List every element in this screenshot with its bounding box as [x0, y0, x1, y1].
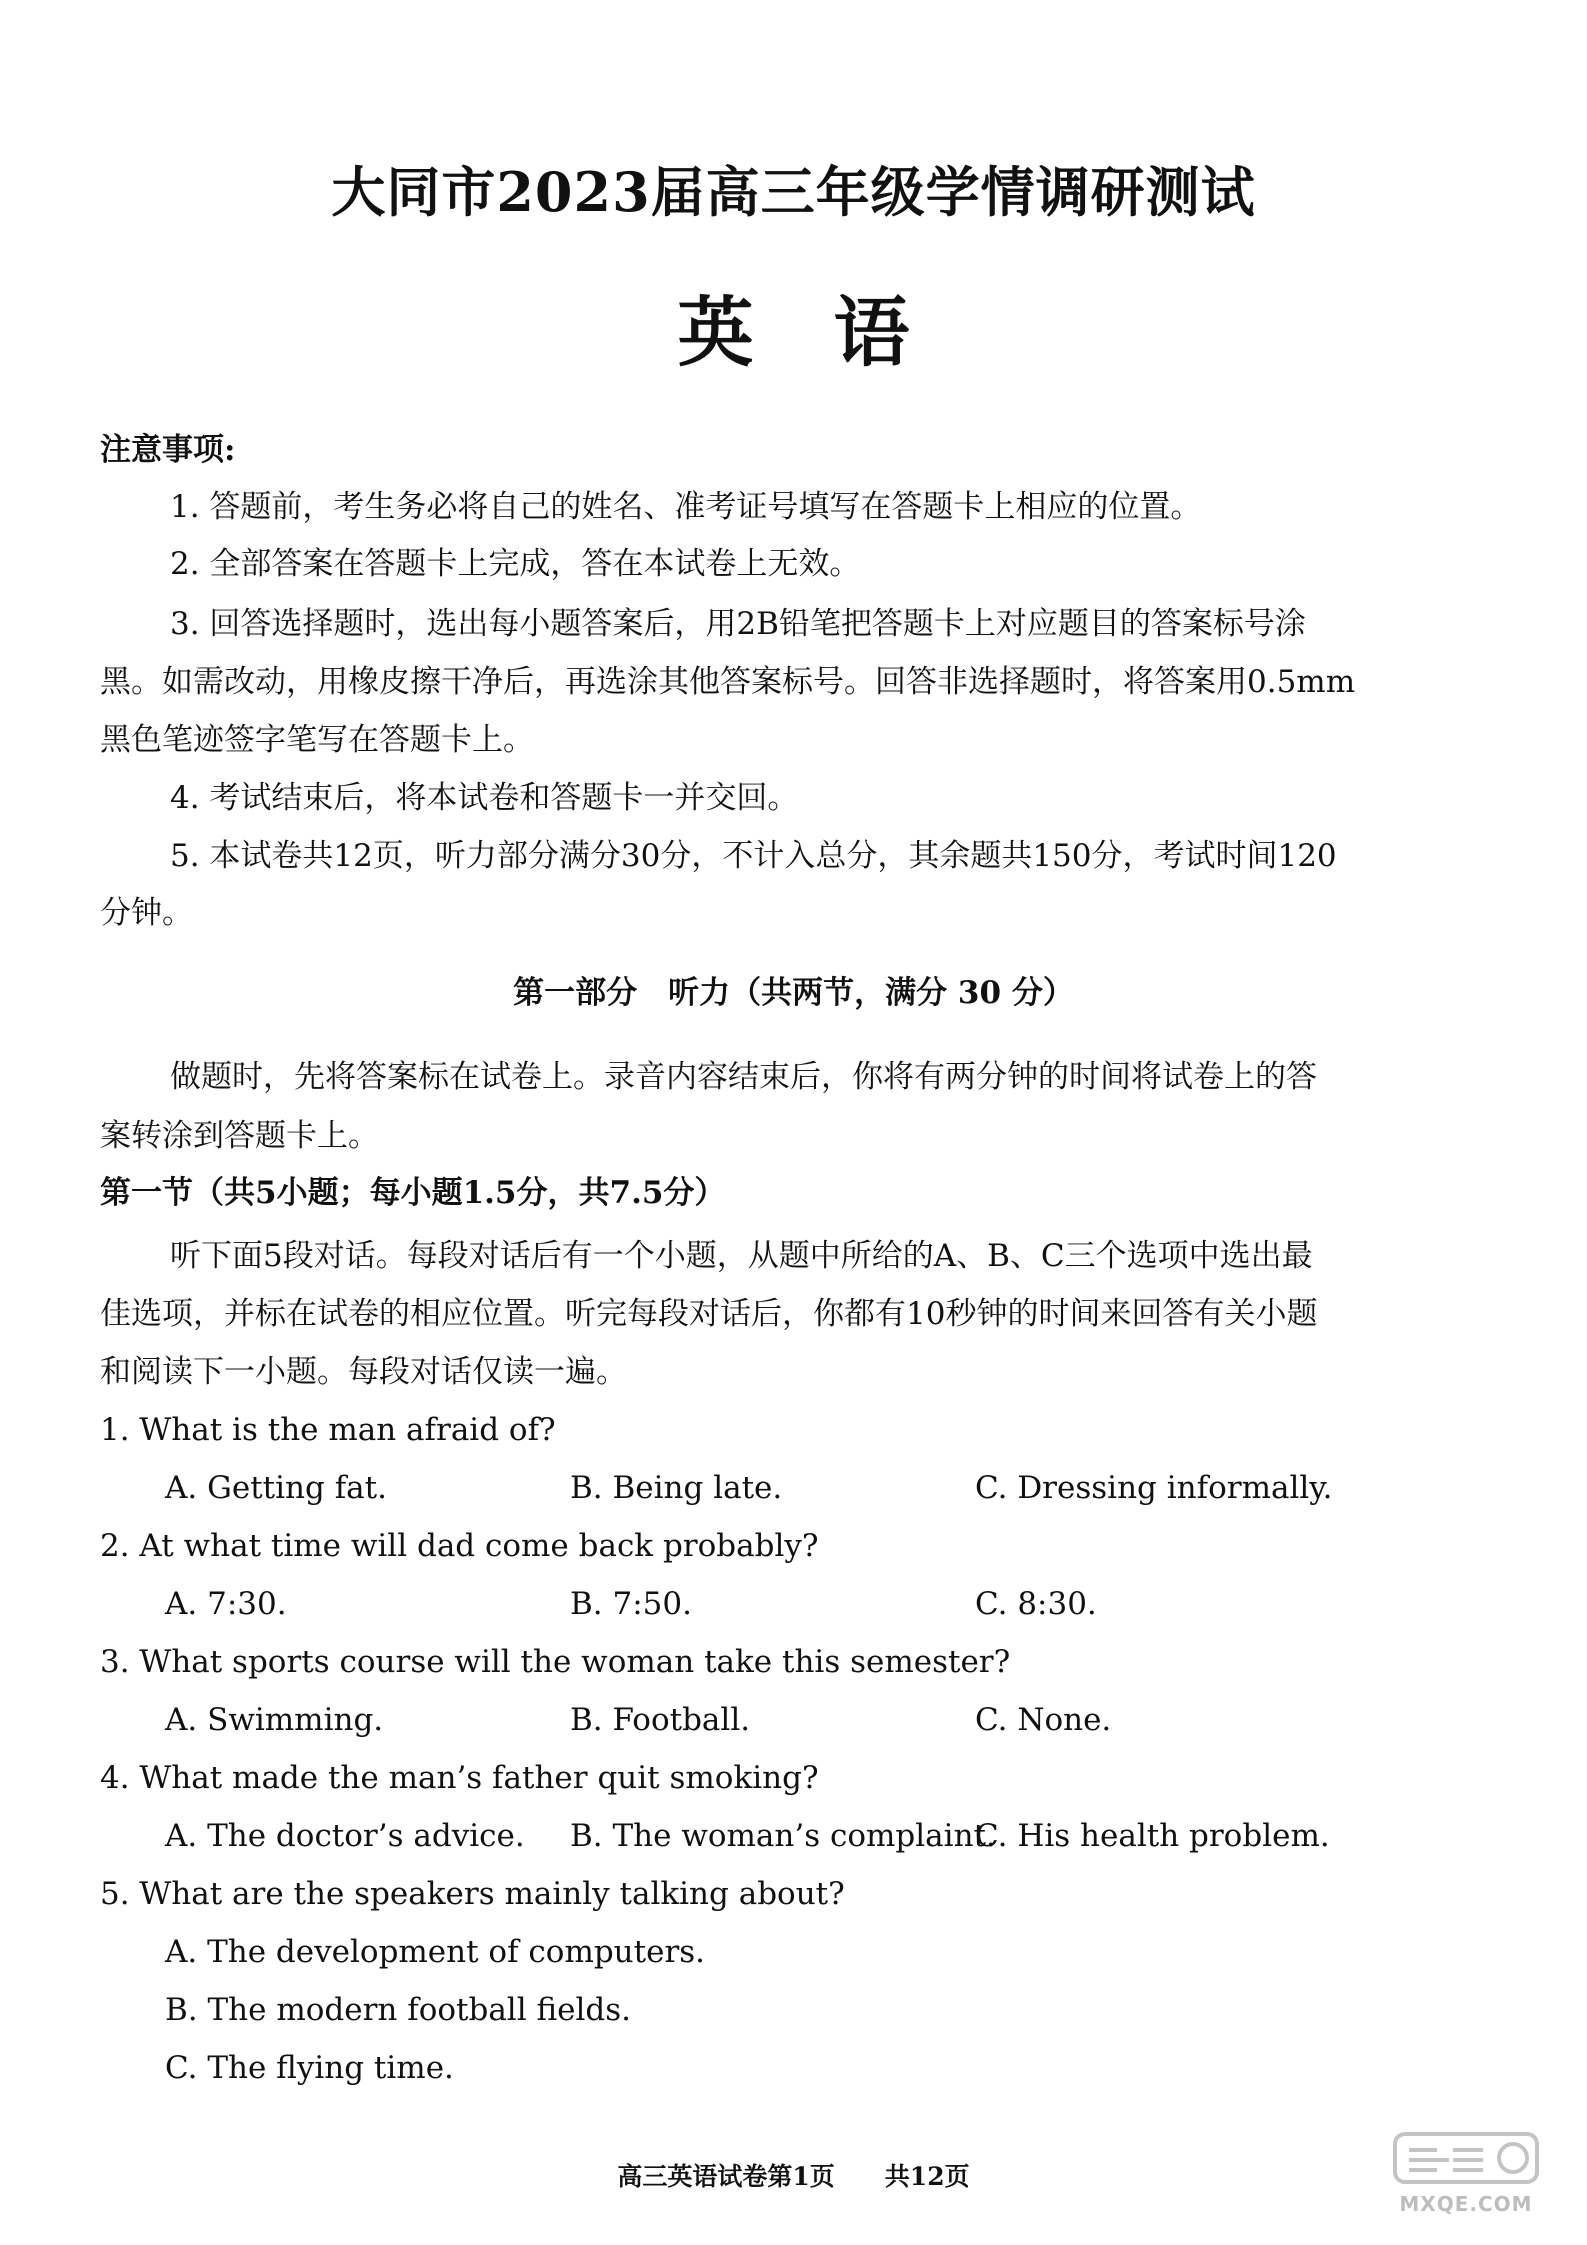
- question-1-option-b: B. Being late.: [570, 1470, 783, 1506]
- question-4: 4. What made the man’s father quit smoking?: [100, 1760, 819, 1796]
- question-3-option-b: B. Football.: [570, 1702, 751, 1738]
- question-3: 3. What sports course will the woman take this semester?: [100, 1644, 1011, 1680]
- question-5: 5. What are the speakers mainly talking about?: [100, 1876, 845, 1912]
- watermark: [1381, 2128, 1551, 2224]
- question-1-option-a: A. Getting fat.: [165, 1470, 387, 1506]
- question-3-option-a: A. Swimming.: [165, 1702, 384, 1738]
- section1-heading: 第一节（共5小题；每小题1.5分，共7.5分）: [100, 1175, 726, 1211]
- question-2-option-b: B. 7:50.: [570, 1586, 692, 1622]
- notice-item-2: 2. 全部答案在答题卡上完成，答在本试卷上无效。: [170, 546, 861, 582]
- subject-title: 英语: [677, 288, 990, 377]
- notice-item-5: 5. 本试卷共12页，听力部分满分30分，不计入总分，其余题共150分，考试时间120: [170, 838, 1337, 874]
- question-2-option-a: A. 7:30.: [165, 1586, 287, 1622]
- notice-item-5-cont: 分钟。: [100, 895, 193, 931]
- watermark-logo-icon: [1391, 2128, 1541, 2188]
- question-5-option-a: A. The development of computers.: [165, 1934, 706, 1970]
- question-2: 2. At what time will dad come back probably?: [100, 1528, 819, 1564]
- part1-intro-2: 案转涂到答题卡上。: [100, 1118, 379, 1154]
- question-4-option-c: C. His health problem.: [975, 1818, 1330, 1854]
- part1-title: 第一部分 听力（共两节，满分 30 分）: [513, 975, 1074, 1011]
- question-1-option-c: C. Dressing informally.: [975, 1470, 1333, 1506]
- page-footer: 高三英语试卷第1页 共12页: [617, 2162, 970, 2191]
- part1-intro-1: 做题时，先将答案标在试卷上。录音内容结束后，你将有两分钟的时间将试卷上的答: [170, 1059, 1317, 1095]
- section1-instructions-2: 佳选项，并标在试卷的相应位置。听完每段对话后，你都有10秒钟的时间来回答有关小题: [100, 1296, 1318, 1332]
- question-4-option-b: B. The woman’s complaint.: [570, 1818, 996, 1854]
- notice-item-4: 4. 考试结束后，将本试卷和答题卡一并交回。: [170, 780, 799, 816]
- notice-item-1: 1. 答题前，考生务必将自己的姓名、准考证号填写在答题卡上相应的位置。: [170, 489, 1202, 525]
- notice-item-3-cont: 黑。如需改动，用橡皮擦干净后，再选涂其他答案标号。回答非选择题时，将答案用0.5mm: [100, 664, 1356, 700]
- question-4-option-a: A. The doctor’s advice.: [165, 1818, 525, 1854]
- notice-item-3: 3. 回答选择题时，选出每小题答案后，用2B铅笔把答题卡上对应题目的答案标号涂: [170, 606, 1306, 642]
- section1-instructions-3: 和阅读下一小题。每段对话仅读一遍。: [100, 1354, 627, 1390]
- exam-title: 大同市2023届高三年级学情调研测试: [331, 160, 1256, 224]
- watermark-site: MXQE.COM: [1399, 2192, 1533, 2216]
- question-3-option-c: C. None.: [975, 1702, 1112, 1738]
- question-2-option-c: C. 8:30.: [975, 1586, 1097, 1622]
- question-5-option-b: B. The modern football fields.: [165, 1992, 632, 2028]
- notice-heading: 注意事项:: [100, 432, 236, 468]
- notice-item-3-cont2: 黑色笔迹签字笔写在答题卡上。: [100, 722, 534, 758]
- question-1: 1. What is the man afraid of?: [100, 1412, 556, 1448]
- question-5-option-c: C. The flying time.: [165, 2050, 454, 2086]
- section1-instructions-1: 听下面5段对话。每段对话后有一个小题，从题中所给的A、B、C三个选项中选出最: [170, 1238, 1313, 1274]
